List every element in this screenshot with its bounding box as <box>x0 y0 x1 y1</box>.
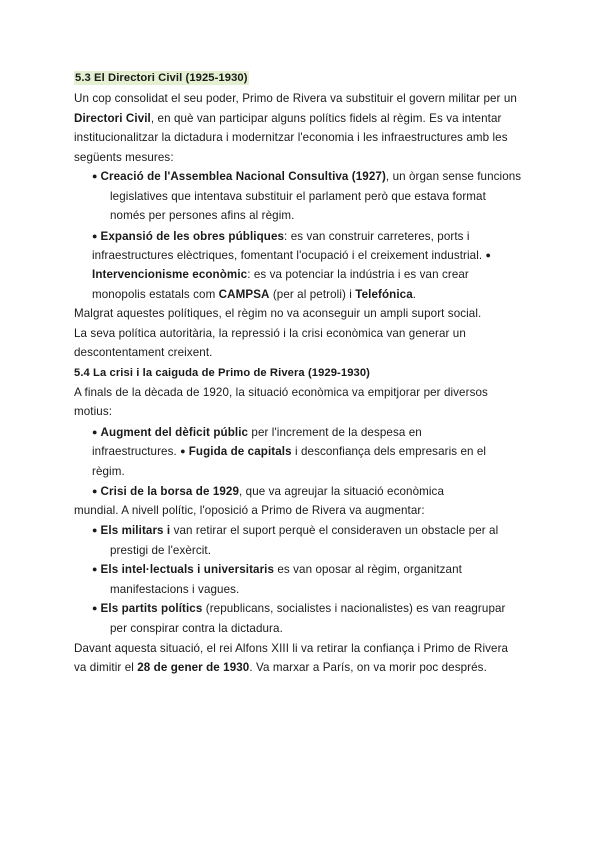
bullet-continuation: per conspirar contra la dictadura. <box>110 622 283 635</box>
paragraph-line <box>74 112 501 126</box>
bullet-item <box>92 485 444 499</box>
bullet-item <box>92 602 506 616</box>
bullet-icon: ● <box>92 427 98 437</box>
bold-term: Crisi de la borsa de 1929 <box>100 485 240 498</box>
text-run: per l'increment de la despesa en <box>248 426 422 439</box>
paragraph-line: descontentament creixent. <box>74 346 213 359</box>
bullet-item <box>92 268 469 282</box>
text-run: : es van construir carreteres, ports i <box>284 230 470 243</box>
paragraph-line: motius: <box>74 405 113 418</box>
bullet-icon: ● <box>92 564 98 574</box>
bullet-continuation: règim. <box>92 465 125 478</box>
bullet-continuation: només per persones afins al règim. <box>110 209 295 222</box>
text-run: (per al petroli) i <box>269 288 356 301</box>
bullet-continuation: legislatives que intentava substituir el parlament però que estava format <box>110 190 486 203</box>
section-heading-5-4: 5.4 La crisi i la caiguda de Primo de Rivera (1929-1930) <box>74 367 370 379</box>
bold-term: Directori Civil <box>74 112 151 125</box>
bold-term: CAMPSA <box>218 288 270 301</box>
bullet-icon: ● <box>485 250 492 260</box>
bullet-icon: ● <box>180 446 186 456</box>
paragraph-line: Malgrat aquestes polítiques, el règim no va aconseguir un ampli suport social. <box>74 307 482 320</box>
bullet-icon: ● <box>92 171 98 181</box>
paragraph-line: següents mesures: <box>74 151 174 164</box>
text-run: van retirar el suport perquè el consideraven un obstacle per al <box>170 524 499 537</box>
paragraph-line: Un cop consolidat el seu poder, Primo de Rivera va substituir el govern militar per un <box>74 92 517 105</box>
text-run: es van oposar al règim, organitzant <box>274 563 462 576</box>
text-run: va dimitir el <box>74 661 138 674</box>
bullet-icon: ● <box>92 231 98 241</box>
bold-term: Intervencionisme econòmic <box>92 268 248 281</box>
bullet-item <box>92 170 521 184</box>
bold-term: Expansió de les obres públiques <box>100 230 285 243</box>
text-run: , que va agreujar la situació econòmica <box>239 485 445 498</box>
bold-term: Augment del dèficit públic <box>100 426 249 439</box>
bold-term: Els intel·lectuals i universitaris <box>100 563 275 576</box>
text-run: i desconfiança dels empresaris en el <box>291 445 487 458</box>
text-run: : es va potenciar la indústria i es van crear <box>247 268 469 281</box>
bold-term: Els partits polítics <box>100 602 203 615</box>
paragraph-line: institucionalitzar la dictadura i modernitzar l'economia i les infraestructures amb les <box>74 131 508 144</box>
paragraph-line: La seva política autoritària, la repressió i la crisi econòmica van generar un <box>74 327 466 340</box>
bullet-continuation: manifestacions i vagues. <box>110 583 240 596</box>
bullet-icon: ● <box>92 603 98 613</box>
bullet-item <box>92 563 462 577</box>
paragraph-line: Davant aquesta situació, el rei Alfons XIII li va retirar la confiança i Primo de Rivera <box>74 642 509 655</box>
bullet-item <box>92 524 498 538</box>
text-run: (republicans, socialistes i nacionalistes) es van reagrupar <box>202 602 506 615</box>
bullet-continuation <box>92 445 486 459</box>
bold-term: Creació de l'Assemblea Nacional Consultiva (1927) <box>100 170 386 183</box>
bullet-continuation <box>92 288 416 302</box>
bullet-continuation <box>92 249 494 263</box>
section-heading-5-3: 5.3 El Directori Civil (1925-1930) <box>75 72 248 84</box>
bullet-icon: ● <box>92 525 98 535</box>
paragraph-line <box>74 661 487 675</box>
bold-term: Telefónica <box>355 288 413 301</box>
paragraph-line: A finals de la dècada de 1920, la situació econòmica va empitjorar per diversos <box>74 386 488 399</box>
bold-term: Els militars i <box>100 524 171 537</box>
text-run: infraestructures. <box>92 445 177 458</box>
text-run: , en què van participar alguns polítics fidels al règim. Es va intentar <box>150 112 502 125</box>
bold-term: 28 de gener de 1930 <box>137 661 250 674</box>
text-run: . <box>412 288 417 301</box>
bullet-icon: ● <box>92 486 98 496</box>
text-run: infraestructures elèctriques, fomentant l'ocupació i el creixement industrial. <box>92 249 483 262</box>
bold-term: Fugida de capitals <box>188 445 292 458</box>
text-run: monopolis estatals com <box>92 288 219 301</box>
bullet-item <box>92 230 470 244</box>
text-run: , un òrgan sense funcions <box>385 170 522 183</box>
bullet-continuation: prestigi de l'exèrcit. <box>110 544 212 557</box>
text-run: . Va marxar a París, on va morir poc després. <box>249 661 487 674</box>
bullet-item <box>92 426 422 440</box>
paragraph-line: mundial. A nivell polític, l'oposició a Primo de Rivera va augmentar: <box>74 504 425 517</box>
